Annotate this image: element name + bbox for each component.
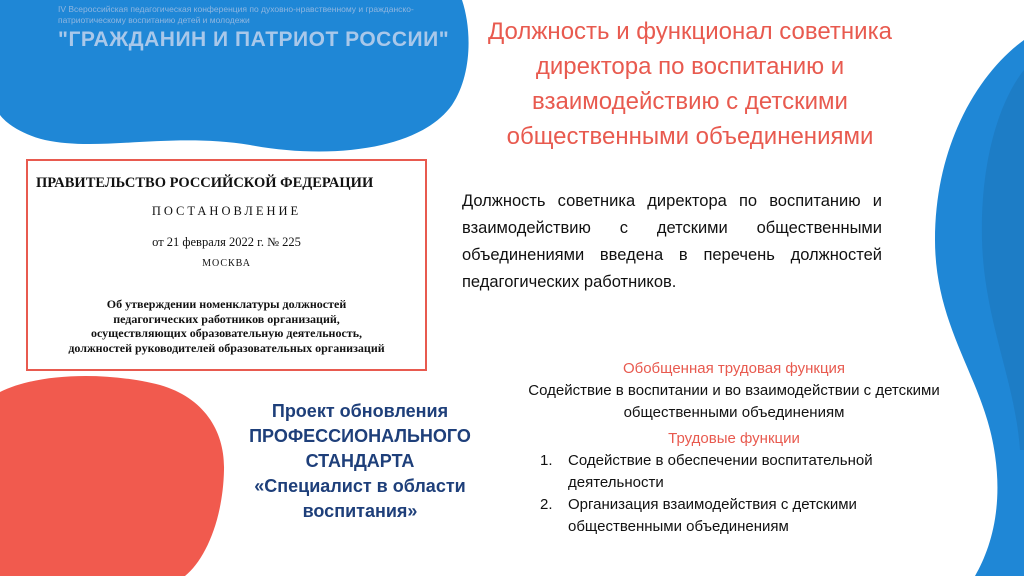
list-item-text: Содействие в обеспечении воспитательной деятельности bbox=[568, 452, 873, 491]
decree-subject-line: осуществляющих образовательную деятельность, bbox=[90, 326, 363, 340]
decree-city: МОСКВА bbox=[202, 258, 251, 269]
labor-functions-heading: Трудовые функции bbox=[668, 430, 800, 447]
decree-subject-line: педагогических работников организаций, bbox=[113, 311, 340, 326]
list-item-number: 2. bbox=[540, 496, 553, 513]
labor-functions-list bbox=[528, 450, 940, 538]
slide-title: Должность и функционал советника директора по воспитанию и взаимодействию с детскими общественными объединениями bbox=[488, 18, 892, 150]
project-line: ПРОФЕССИОНАЛЬНОГО bbox=[249, 426, 471, 446]
decree-subject-line: Об утверждении номенклатуры должностей bbox=[106, 297, 347, 311]
project-standard-title bbox=[212, 399, 508, 524]
project-line: Проект обновления bbox=[271, 401, 449, 421]
conference-title: "ГРАЖДАНИН И ПАТРИОТ РОССИИ" bbox=[58, 28, 450, 51]
project-line: «Специалист в области bbox=[254, 476, 466, 496]
decree-subject bbox=[28, 297, 425, 355]
red-blob-shape bbox=[0, 376, 224, 576]
government-decree-image bbox=[26, 159, 427, 371]
labor-functions-block bbox=[528, 358, 940, 538]
list-item bbox=[528, 450, 940, 494]
project-line: воспитания» bbox=[302, 501, 418, 521]
project-line: СТАНДАРТА bbox=[305, 451, 415, 471]
list-item bbox=[528, 494, 940, 538]
general-function-heading: Обобщенная трудовая функция bbox=[622, 360, 846, 377]
list-item-text: Организация взаимодействия с детскими общественными объединениям bbox=[568, 496, 857, 535]
decree-government: ПРАВИТЕЛЬСТВО РОССИЙСКОЙ ФЕДЕРАЦИИ bbox=[36, 175, 374, 191]
decree-date-number: от 21 февраля 2022 г. № 225 bbox=[152, 235, 301, 249]
list-item-number: 1. bbox=[540, 452, 553, 469]
position-description: Должность советника директора по воспитанию и взаимодействию с детскими общественными объединениями введена в перечень должностей педагогических работников. bbox=[462, 192, 882, 291]
decree-type: ПОСТАНОВЛЕНИЕ bbox=[151, 204, 302, 218]
conference-caption: IV Всероссийская педагогическая конференция по духовно-нравственному и гражданско-патриотическому воспитанию детей и молодежи bbox=[58, 4, 414, 25]
general-function-text: Содействие в воспитании и во взаимодействии с детскими общественными объединениям bbox=[528, 382, 940, 421]
decree-subject-line: должностей руководителей образовательных организаций bbox=[68, 340, 385, 355]
